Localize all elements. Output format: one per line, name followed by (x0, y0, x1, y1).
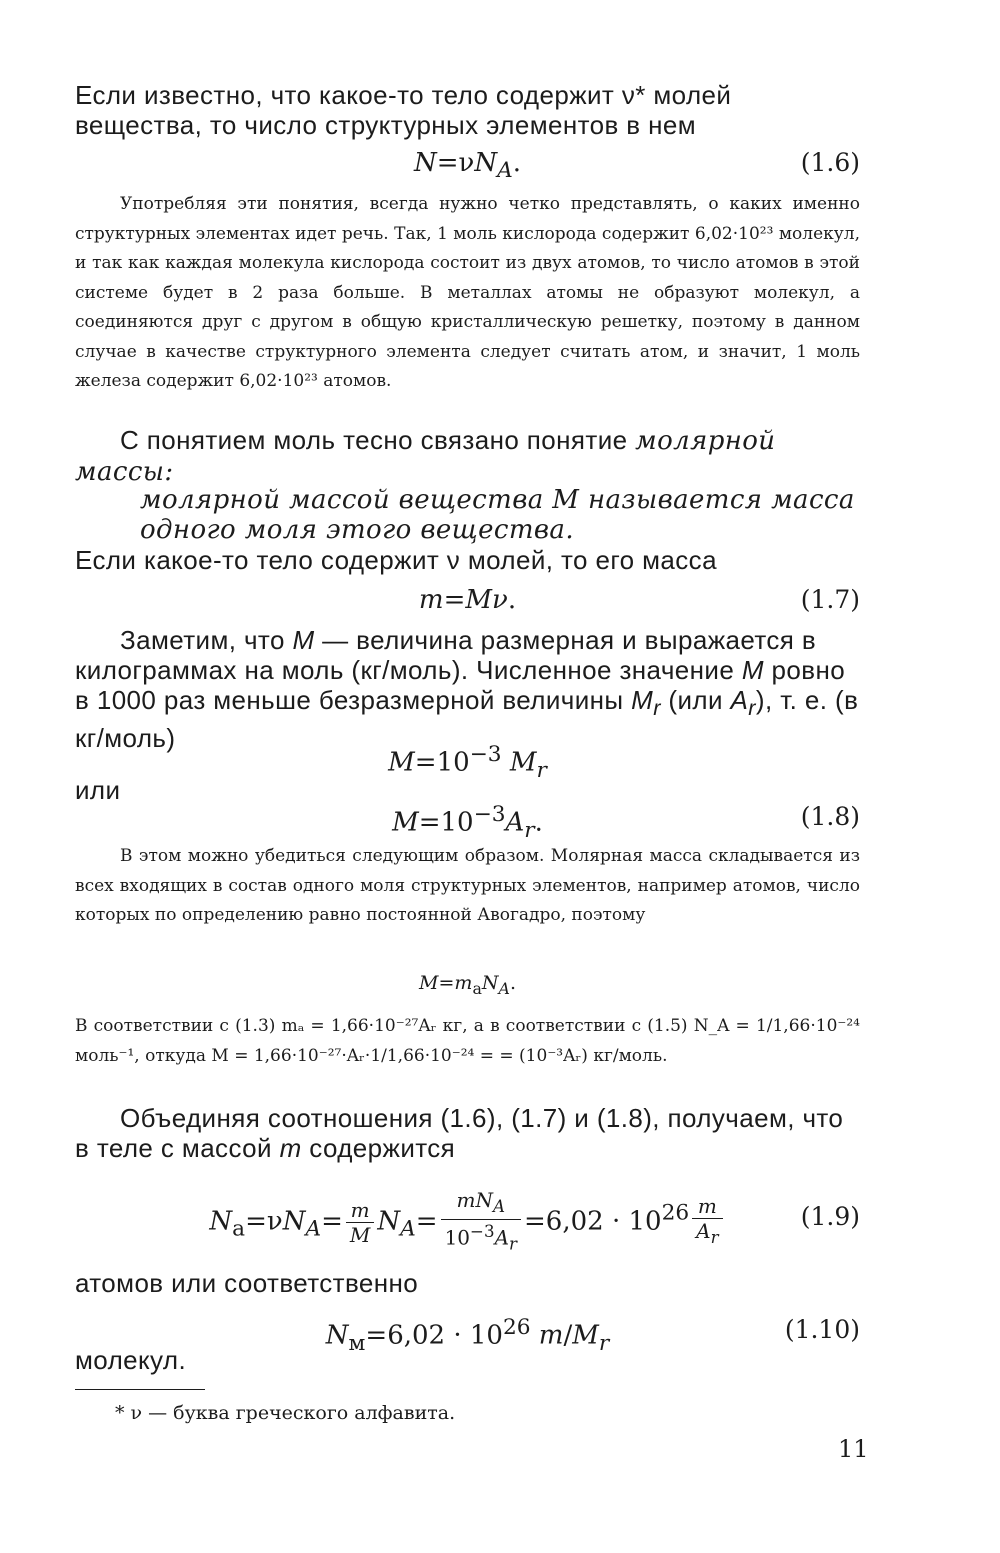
paragraph-derivation: В соответствии с (1.3) mₐ = 1,66·10⁻²⁷Aᵣ кг, а в соответствии с (1.5) N_A = 1/1,66·10⁻²⁴ моль⁻¹, откуда M = 1,66·10⁻²⁷·Aᵣ·1/1,66·10⁻²⁴ = = (10⁻³Aᵣ) кг/моль. (75, 1016, 860, 1066)
equation-1-7 (75, 585, 860, 619)
equation-1-10-number: (1.10) (784, 1315, 860, 1344)
page-number: 11 (838, 1435, 869, 1463)
paragraph-molecules: молекул. (75, 1345, 187, 1375)
molar-mass-intro-text: С понятием моль тесно связано понятие (120, 425, 636, 455)
equation-1-6-number: (1.6) (800, 148, 860, 177)
equation-1-8-number: (1.8) (800, 802, 860, 831)
equation-m-ma-na-formula: $M=m_aN_A$. (419, 972, 516, 998)
paragraph-body-mass: Если какое-то тело содержит ν молей, то его масса (75, 545, 717, 575)
equation-1-9-number: (1.9) (800, 1202, 860, 1231)
equation-1-7-formula: m=Mν. (418, 585, 517, 615)
fraction-m-over-ar: $\frac{m}{A_r}$ (692, 1194, 722, 1250)
paragraph-proof: В этом можно убедиться следующим образом. Молярная масса складывается из всех входящих в состав одного моля структурных элементов, например атомов, число которых по определению равно постоянной Авогадро, поэтому (75, 846, 860, 925)
equation-m-mr (75, 742, 860, 783)
definition-molar-mass: молярной массой вещества М называется масса одного моля этого вещества. (140, 485, 855, 545)
footnote: * ν — буква греческого алфавита. (115, 1402, 456, 1424)
paragraph-combining: Объединяя соотношения (1.6), (1.7) и (1.8), получаем, что в теле с массой m содержится (75, 1103, 844, 1163)
equation-1-7-number: (1.7) (800, 585, 860, 614)
paragraph-intro: Если известно, что какое-то тело содержит ν* молей вещества, то число структурных элементов в нем (75, 80, 732, 140)
fraction-mna-over-10-3-ar: $\frac{mN_A}{10^{-3}A_r}$ (441, 1188, 521, 1257)
paragraph-molar-mass-intro (75, 425, 860, 487)
equation-m-ma-na (75, 972, 860, 1000)
equation-1-10 (75, 1315, 860, 1356)
word-or: или (75, 775, 121, 805)
equation-1-8 (75, 802, 860, 843)
paragraph-atoms: атомов или соответственно (75, 1268, 419, 1298)
equation-1-6 (75, 148, 860, 182)
equation-1-9-formula: $N_a=\nu N_A=$ $\frac{m}{M}$ $N_A=$ $\frac{mN_A}{10^{-3}A_r}$ $=6,02 \cdot 10^{26}$ $\frac{m}{A_r}$ (75, 1188, 860, 1257)
equation-1-6-formula: $N=\nu N_A$. (413, 148, 521, 184)
footnote-rule (75, 1389, 205, 1390)
equation-1-9 (75, 1188, 860, 1254)
molar-mass-term: молярной массы: (75, 426, 776, 487)
equation-m-mr-formula: $M=10^{-3}$ $M_r$ (388, 742, 547, 783)
fraction-m-over-M: $\frac{m}{M}$ (346, 1198, 374, 1247)
paragraph-structural-elements: Употребляя эти понятия, всегда нужно четко представлять, о каких именно структурных элементах идет речь. Так, 1 моль кислорода содержит 6,02·10²³ молекул, и так как каждая молекула кислорода состоит из двух атомов, то число атомов в этой системе будет в 2 раза больше. В металлах атомы не образуют молекул, а соединяются друг с другом в общую кристаллическую решетку, поэтому в данном случае в качестве структурного элемента следует считать атом, и значит, 1 моль железа содержит 6,02·10²³ атомов. (75, 194, 860, 391)
equation-1-8-formula: $M=10^{-3}A_r$. (392, 802, 543, 843)
equation-1-10-formula: $N_м=6,02 \cdot 10^{26}$ $m/M_r$ (325, 1315, 610, 1356)
paragraph-dimension: Заметим, что М — величина размерная и выражается в килограммах на моль (кг/моль). Численное значение М ровно в 1000 раз меньше безразмерной величины $M_r$ (или $A_r$), т. е. (в кг/моль) (75, 625, 859, 754)
